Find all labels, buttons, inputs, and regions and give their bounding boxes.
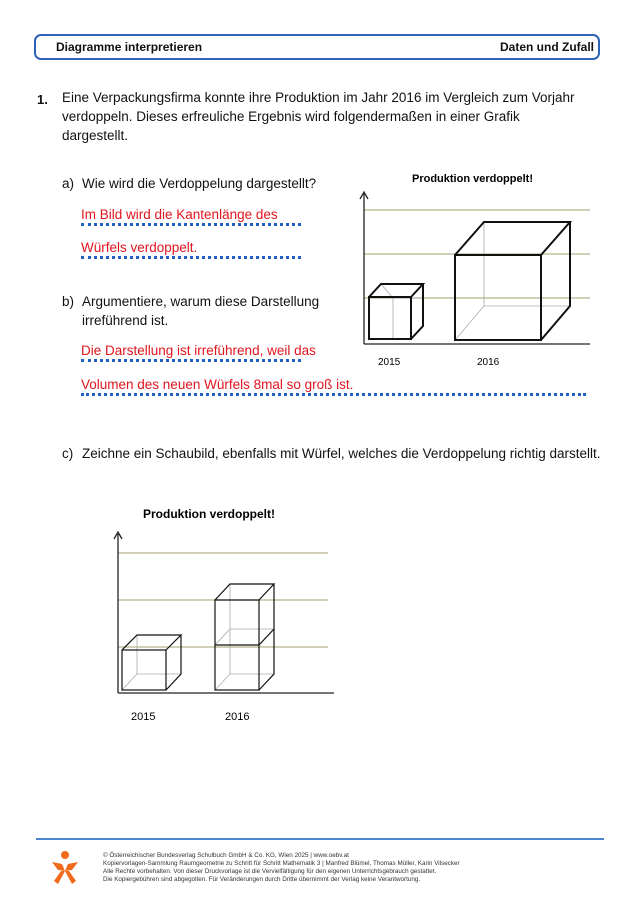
chart-correct-title: Produktion verdoppelt! — [143, 507, 275, 521]
task-number: 1. — [37, 92, 48, 107]
answer-b-dotted-line-1 — [81, 359, 301, 362]
question-c-text: Zeichne ein Schaubild, ebenfalls mit Würfel, welches die Verdoppelung richtig darstellt. — [82, 446, 601, 461]
answer-a-dotted-line-1 — [81, 223, 301, 226]
cube-2015 — [122, 635, 181, 690]
footer-divider — [36, 838, 604, 840]
question-b — [62, 292, 362, 332]
answer-b-line-1: Die Darstellung ist irreführend, weil das — [81, 343, 316, 358]
chart-correct-year-2016: 2016 — [225, 711, 250, 723]
question-b-text-line-2: irreführend ist. — [82, 313, 169, 328]
footer-line-1: © Österreichischer Bundesverlag Schulbuch GmbH & Co. KG, Wien 2025 | www.oebv.at — [103, 852, 349, 859]
chart-correct-year-2015: 2015 — [131, 711, 156, 723]
footer-line-4: Die Kopiergebühren sind abgegolten. Für Veränderungen durch Dritte übernimmt der Verlag keine Verantwortung. — [103, 876, 421, 883]
chart-misleading-title: Produktion verdoppelt! — [412, 173, 533, 185]
footer-line-2: Kopiervorlagen-Sammlung Raumgeometrie zu Schritt für Schritt Mathematik 3 | Manfred Blümel, Thomas Müller, Karin Vilsecker — [103, 860, 460, 867]
answer-b-line-2: Volumen des neuen Würfels 8mal so groß ist. — [81, 377, 354, 392]
question-a-text: Wie wird die Verdoppelung dargestellt? — [82, 176, 317, 191]
chart-misleading — [350, 166, 600, 376]
answer-b-dotted-line-2 — [81, 393, 586, 396]
question-a-label: a) — [62, 176, 75, 191]
header-box — [34, 34, 600, 60]
worksheet-topic: Daten und Zufall — [500, 40, 594, 54]
footer-copyright — [103, 852, 460, 884]
cube-2016 — [455, 222, 570, 340]
chart-misleading-year-2015: 2015 — [378, 357, 401, 368]
answer-a-line-1: Im Bild wird die Kantenlänge des — [81, 207, 278, 222]
answer-a-line-2: Würfels verdoppelt. — [81, 240, 198, 255]
chart-misleading-year-2016: 2016 — [477, 357, 500, 368]
worksheet-title: Diagramme interpretieren — [56, 40, 203, 54]
answer-a-dotted-line-2 — [81, 256, 301, 259]
cube-2015 — [369, 284, 423, 340]
question-b-text-line-1: Argumentiere, warum diese Darstellung — [82, 294, 320, 309]
question-b-label: b) — [62, 294, 75, 309]
publisher-logo-icon — [50, 850, 80, 886]
chart-correct — [98, 502, 358, 732]
footer-line-3: Alle Rechte vorbehalten. Von dieser Druckvorlage ist die Vervielfältigung für den eigenen Unterrichtsgebrauch gestattet. — [103, 868, 437, 875]
task-text: Eine Verpackungsfirma konnte ihre Produktion im Jahr 2016 im Vergleich zum Vorjahr verdoppeln. Dieses erfreuliche Ergebnis wird folgendermaßen in einer Grafik dargestellt. — [62, 90, 575, 143]
question-c-label: c) — [62, 446, 74, 461]
